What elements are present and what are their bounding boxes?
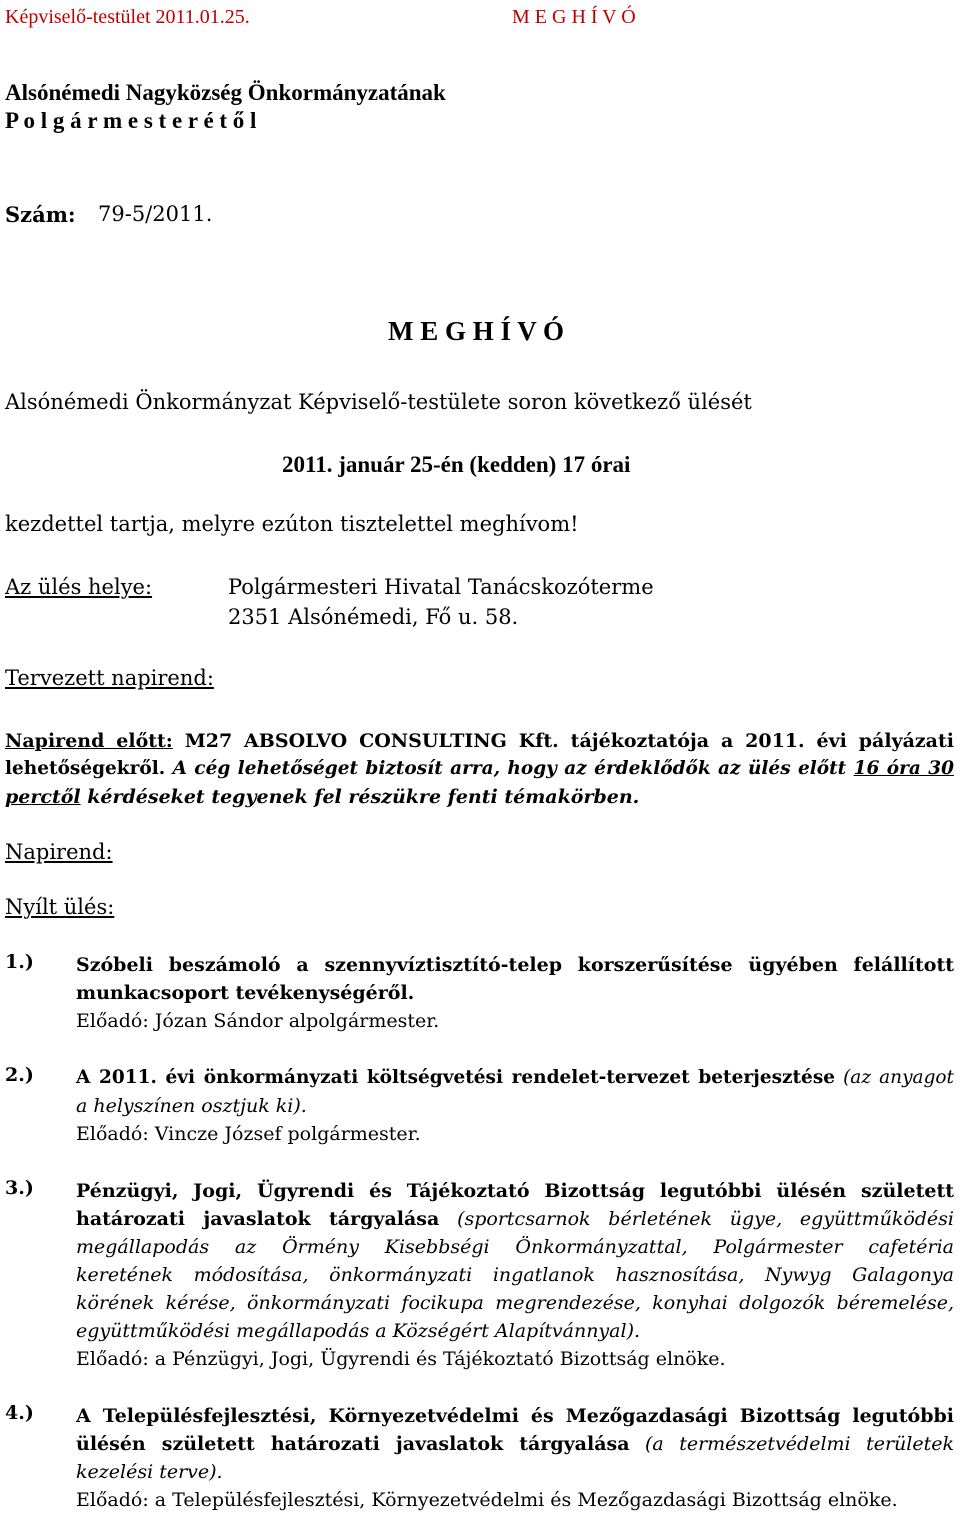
- venue-name: Polgármesteri Hivatal Tanácskozóterme: [228, 575, 654, 599]
- pre-agenda-line-1: [5, 727, 954, 755]
- venue-address: 2351 Alsónémedi, Fő u. 58.: [228, 605, 519, 629]
- item-1-presenter: Előadó: Józan Sándor alpolgármester.: [76, 1010, 440, 1032]
- pre-agenda-line-3: [5, 783, 954, 811]
- header-left: Képviselő-testület 2011.01.25.: [5, 6, 250, 28]
- agenda-item-3: [76, 1177, 954, 1373]
- item-3-number: 3.): [5, 1177, 34, 1199]
- document-title: M E G H Í V Ó: [388, 316, 565, 346]
- item-1-line-1: Szóbeli beszámoló a szennyvíztisztító-telep korszerűsítése ügyében felállított: [76, 954, 954, 976]
- item-4-line-2: [76, 1430, 954, 1458]
- item-1-number: 1.): [5, 951, 34, 973]
- item-2-presenter: Előadó: Vincze József polgármester.: [76, 1123, 421, 1145]
- agenda-label: Napirend:: [5, 840, 113, 864]
- item-2-number: 2.): [5, 1064, 34, 1086]
- pre-agenda-bold-end: lehetőségekről.: [5, 758, 166, 779]
- pre-agenda-label: Napirend előtt:: [5, 730, 173, 752]
- agenda-item-1: [76, 951, 954, 1035]
- item-2-italic-text: (az anyagot: [843, 1067, 954, 1088]
- number-value: 79-5/2011.: [98, 202, 213, 226]
- sender-line-1: Alsónémedi Nagyközség Önkormányzatának: [5, 80, 446, 105]
- pre-agenda-italic-1: A cég lehetőséget biztosít arra, hogy az érdeklődők az ülés előtt: [172, 758, 847, 779]
- item-4-line-3: kezelési terve).: [76, 1461, 223, 1483]
- item-3-line-4: keretének módosítása, önkormányzati ingatlanok hasznosítása, Nywyg Galagonya: [76, 1264, 954, 1286]
- item-3-line-1: Pénzügyi, Jogi, Ügyrendi és Tájékoztató Bizottság legutóbbi ülésén született: [76, 1180, 954, 1202]
- item-3-bold-text: határozati javaslatok tárgyalása: [76, 1208, 440, 1230]
- item-4-bold-text: ülésén született határozati javaslatok tárgyalása: [76, 1433, 630, 1455]
- intro-text: Alsónémedi Önkormányzat Képviselő-testülete soron következő ülését: [5, 390, 752, 414]
- item-4-presenter: Előadó: a Településfejlesztési, Környezetvédelmi és Mezőgazdasági Bizottság elnöke.: [76, 1489, 898, 1511]
- item-2-line-2: a helyszínen osztjuk ki).: [76, 1095, 307, 1117]
- item-2-bold-text: A 2011. évi önkormányzati költségvetési rendelet-tervezet beterjesztése: [76, 1067, 836, 1088]
- pre-agenda-italic-2: kérdéseket tegyenek fel részükre fenti témakörben.: [87, 786, 640, 808]
- item-3-line-3: megállapodás az Örmény Kisebbségi Önkormányzattal, Polgármester cafetéria: [76, 1236, 954, 1258]
- item-3-line-2: [76, 1205, 954, 1233]
- planned-agenda-label: Tervezett napirend:: [5, 666, 214, 690]
- number-label: Szám:: [5, 202, 76, 227]
- pre-agenda-time-b: perctől: [5, 786, 81, 808]
- invite-text: kezdettel tartja, melyre ezúton tisztelettel meghívom!: [5, 512, 579, 536]
- item-3-italic-text: (sportcsarnok bérletének ügye, együttműködési: [457, 1208, 955, 1230]
- header-right: M E G H Í V Ó: [512, 6, 636, 28]
- pre-agenda-text: M27 ABSOLVO CONSULTING Kft. tájékoztatója a 2011. évi pályázati: [184, 730, 954, 752]
- item-1-line-2: munkacsoport tevékenységéről.: [76, 982, 415, 1004]
- pre-agenda-block: [5, 727, 954, 811]
- item-4-italic-text: (a természetvédelmi területek: [645, 1433, 954, 1455]
- item-3-line-6: együttműködési megállapodás a Községért Alapítvánnyal).: [76, 1320, 641, 1342]
- item-3-line-5: körének kérése, önkormányzati focikupa megrendezése, konyhai dolgozók béremelése,: [76, 1292, 954, 1314]
- open-session-label: Nyílt ülés:: [5, 895, 115, 919]
- pre-agenda-line-2: [5, 755, 954, 783]
- pre-agenda-time-a: 16 óra 30: [853, 758, 954, 779]
- agenda-item-2: [76, 1064, 954, 1148]
- item-4-number: 4.): [5, 1402, 34, 1424]
- venue-label: Az ülés helye:: [5, 575, 153, 599]
- meeting-date: 2011. január 25-én (kedden) 17 órai: [282, 452, 631, 477]
- item-3-presenter: Előadó: a Pénzügyi, Jogi, Ügyrendi és Tájékoztató Bizottság elnöke.: [76, 1348, 726, 1370]
- sender-line-2: P o l g á r m e s t e r é t ő l: [5, 108, 257, 133]
- item-2-line-1: [76, 1064, 954, 1092]
- item-4-line-1: A Településfejlesztési, Környezetvédelmi és Mezőgazdasági Bizottság legutóbbi: [76, 1405, 954, 1427]
- agenda-item-4: [76, 1402, 954, 1514]
